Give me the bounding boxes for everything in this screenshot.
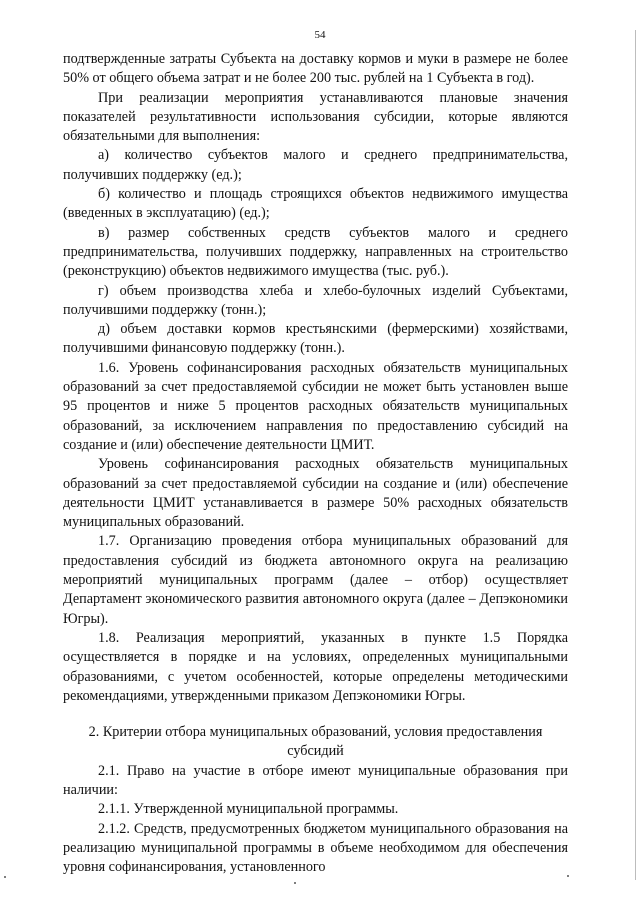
list-item-b: б) количество и площадь строящихся объектов недвижимого имущества (введенных в эксплуатацию) (ед.);	[63, 186, 568, 222]
document-body	[63, 50, 568, 877]
clause-2-1: 2.1. Право на участие в отборе имеют муниципальные образования при наличии:	[63, 762, 568, 798]
section-heading: 2. Критерии отбора муниципальных образований, условия предоставления субсидий	[88, 724, 543, 760]
scan-edge-line	[635, 30, 636, 880]
clause-1-7: 1.7. Организацию проведения отбора муниципальных образований для предоставления субсидий из бюджета автономного округа на реализацию мероприятий муниципальных программ (далее – отбор) осуществляет Департамент экономического развития автономного округа (далее – Депэкономики Югры).	[63, 533, 568, 627]
paragraph: подтвержденные затраты Субъекта на доставку кормов и муки в размере не более 50% от общего объема затрат и не более 200 тыс. рублей на 1 Субъекта в год).	[63, 51, 568, 87]
clause-1-6: 1.6. Уровень софинансирования расходных обязательств муниципальных образований за счет предоставляемой субсидии не может быть установлен выше 95 процентов и ниже 5 процентов расходных обязательств муниципальных образований, за исключением направления по предоставлению субсидий на создание и (или) обеспечение деятельности ЦМИТ.	[63, 359, 568, 453]
list-item-a: а) количество субъектов малого и среднего предпринимательства, получивших поддержку (ед.);	[63, 147, 568, 183]
scan-speck	[567, 875, 569, 877]
page-number: 54	[314, 29, 326, 41]
paragraph: Уровень софинансирования расходных обязательств муниципальных образований за счет предоставляемой субсидии на создание и (или) обеспечение деятельности ЦМИТ устанавливается в размере 50% расходных обязательств муниципальных образований.	[63, 456, 568, 531]
list-item-v: в) размер собственных средств субъектов малого и среднего предпринимательства, получивших поддержку, направленных на строительство (реконструкцию) объектов недвижимого имущества (тыс. руб.).	[63, 224, 568, 280]
list-item-d: д) объем доставки кормов крестьянскими (фермерскими) хозяйствами, получившими финансовую поддержку (тонн.).	[63, 321, 568, 357]
clause-2-1-2: 2.1.2. Средств, предусмотренных бюджетом муниципального образования на реализацию муниципальной программы в объеме необходимом для обеспечения уровня софинансирования, установленного	[63, 820, 568, 876]
scan-speck	[4, 876, 6, 878]
clause-2-1-1: 2.1.1. Утвержденной муниципальной программы.	[98, 801, 399, 818]
list-item-g: г) объем производства хлеба и хлебо-булочных изделий Субъектами, получившими поддержку (тонн.);	[63, 282, 568, 318]
scan-speck	[294, 882, 296, 884]
paragraph: При реализации мероприятия устанавливаются плановые значения показателей результативности использования субсидии, которые являются обязательными для выполнения:	[63, 89, 568, 145]
clause-1-8: 1.8. Реализация мероприятий, указанных в пункте 1.5 Порядка осуществляется в порядке и на условиях, определенных муниципальными образованиями, с учетом особенностей, которые определены методическими рекомендациями, утвержденными приказом Депэкономики Югры.	[63, 629, 568, 704]
